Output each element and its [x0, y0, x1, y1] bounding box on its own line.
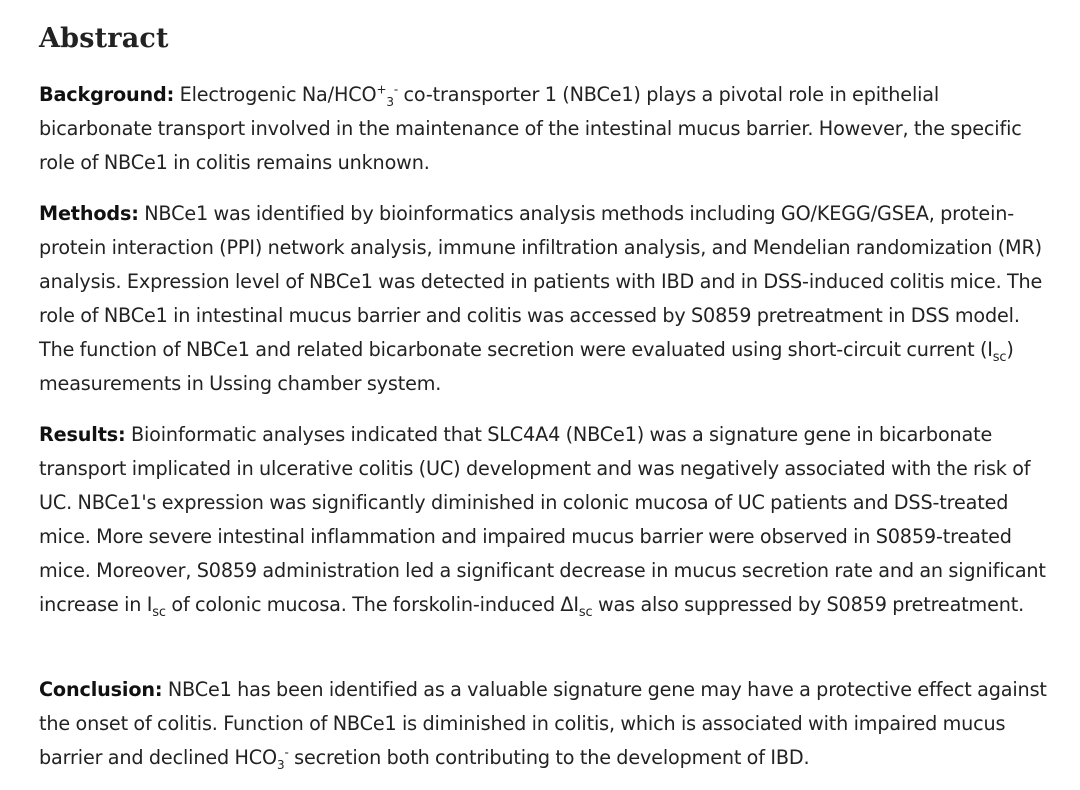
background-text-part: co-transporter 1 (NBCe1) plays a pivotal role in epithelial bicarbonate transport involved in the maintenance of the intestinal mucus barrier. However, the specific role of NBCe1 in colitis remains unknown. — [39, 83, 1022, 174]
subscript: 3 — [276, 757, 285, 772]
conclusion-label: Conclusion: — [39, 678, 163, 701]
methods-paragraph — [39, 197, 1049, 401]
subscript: sc — [992, 349, 1007, 365]
superscript: - — [393, 82, 399, 97]
results-paragraph — [39, 418, 1049, 622]
subscript: sc — [578, 604, 593, 620]
methods-label: Methods: — [39, 202, 139, 225]
subscript: sc — [152, 604, 166, 620]
results-text-part: was also suppressed by S0859 pretreatment. — [592, 593, 1025, 616]
background-text-part: Electrogenic Na/HCO — [174, 83, 377, 106]
conclusion-text-part: secretion both contributing to the development of IBD. — [288, 746, 810, 769]
superscript: - — [284, 745, 289, 760]
background-label: Background: — [39, 83, 175, 106]
background-paragraph — [39, 78, 1049, 180]
superscript: + — [376, 82, 387, 97]
results-text-part: Bioinformatic analyses indicated that SLC4A4 (NBCe1) was a signature gene in bicarbonate transport implicated in ulcerative colitis (UC) development and was negatively associated with the risk of UC. NBCe1's expression was significantly diminished in colonic mucosa of UC patients and DSS-treated mice. More severe intestinal inflammation and impaired mucus barrier were observed in S0859-treated mice. Moreover, S0859 administration led a significant decrease in mucus secretion rate and an significant increase in I — [39, 423, 1046, 616]
conclusion-paragraph — [39, 673, 1049, 775]
results-text-part: of colonic mucosa. The forskolin-induced ΔI — [165, 593, 579, 616]
conclusion-text-part: NBCe1 has been identified as a valuable signature gene may have a protective effect against the onset of colitis. Function of NBCe1 is diminished in colitis, which is associated with impaired mucus barrier and declined HCO — [39, 678, 1047, 769]
subscript: 3 — [386, 94, 394, 109]
methods-text-part: ) measurements in Ussing chamber system. — [39, 338, 1014, 395]
results-label: Results: — [39, 423, 126, 446]
abstract-heading: Abstract — [39, 23, 169, 54]
methods-text-part: NBCe1 was identified by bioinformatics analysis methods including GO/KEGG/GSEA, protein-protein interaction (PPI) network analysis, immune infiltration analysis, and Mendelian randomization (MR) analysis. Expression level of NBCe1 was detected in patients with IBD and in DSS-induced colitis mice. The role of NBCe1 in intestinal mucus barrier and colitis was accessed by S0859 pretreatment in DSS model. The function of NBCe1 and related bicarbonate secretion were evaluated using short-circuit current (I — [39, 202, 1043, 361]
